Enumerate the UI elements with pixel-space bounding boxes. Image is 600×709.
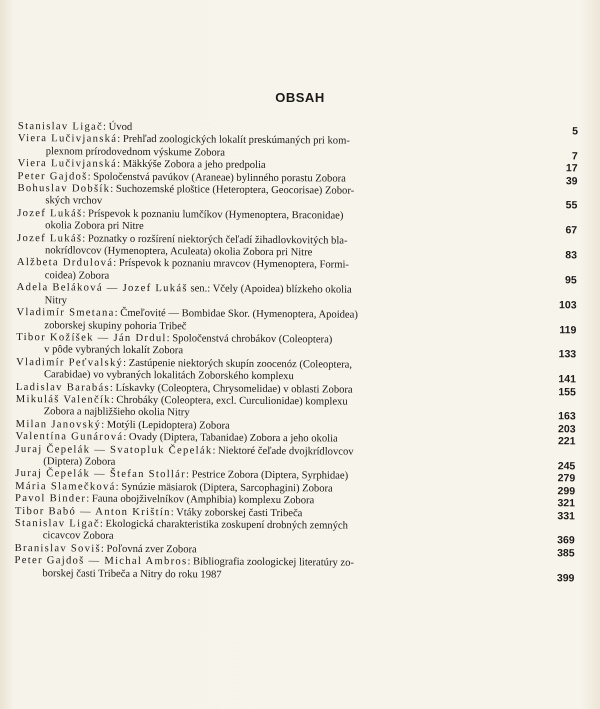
toc-entry-title-continued: borskej časti Tribeča a Nitry do roku 1987 bbox=[42, 567, 222, 581]
toc-entry-title: : Motýli (Lepidoptera) Zobora bbox=[101, 419, 230, 432]
toc-entry-title: : Mäkkýše Zobora a jeho predpolia bbox=[117, 158, 266, 172]
toc-entry-title-continued: plexnom prírodovednom výskume Zobora bbox=[45, 146, 225, 159]
toc-entry-page-number: 83 bbox=[565, 249, 578, 262]
toc-entry-title: : Zastúpenie niektorých skupín zoocenóz (Coleoptera, bbox=[123, 357, 353, 371]
toc-entry-title: : Ovady (Diptera, Tabanidae) Zobora a jeho okolia bbox=[123, 431, 338, 445]
toc-entry-page-number: 321 bbox=[557, 497, 576, 510]
toc-entry-author: Branislav Soviš bbox=[14, 542, 101, 555]
toc-entry-title-continued: Zobora a najbližšieho okolia Nitry bbox=[43, 406, 190, 419]
toc-entry-title-continued: (Diptera) Zobora bbox=[43, 456, 116, 468]
toc-entry-author: Ladislav Barabás bbox=[15, 381, 110, 394]
toc-entry-author: Jozef Lukáš bbox=[17, 232, 83, 245]
toc-entry-title: : Spoločenstvá chrobákov (Coleoptera) bbox=[166, 333, 333, 346]
toc-entry-author: Tibor Kožíšek — Ján Drdul bbox=[16, 331, 167, 345]
toc-entry-title: : Úvod bbox=[103, 121, 133, 133]
toc-entry-line bbox=[16, 357, 352, 371]
toc-entry-line bbox=[15, 493, 314, 506]
toc-entry-title: : Príspevok k poznaniu lumčíkov (Hymenoptera, Braconidae) bbox=[82, 208, 344, 222]
toc-entry-page-number: 141 bbox=[558, 373, 577, 386]
toc-entry-page-number: 245 bbox=[557, 460, 576, 473]
toc-entry-author: Vladimír Smetana bbox=[16, 307, 115, 319]
toc-entry-page-number: 155 bbox=[558, 385, 576, 398]
toc-entry-title-continued: ských vrchov bbox=[45, 195, 103, 208]
toc-entry-title: : Suchozemské ploštice (Heteroptera, Geocorisae) Zobor- bbox=[110, 183, 355, 197]
toc-entry-title: : Fauna obojživelníkov (Amphibia) komplexu Zobora bbox=[86, 493, 315, 507]
toc-entry-page-number: 369 bbox=[557, 534, 575, 547]
toc-entry-page-number: 203 bbox=[558, 423, 576, 436]
page-title: OBSAH bbox=[275, 90, 325, 105]
toc-entry-title: : Vtáky zoborskej časti Tribeča bbox=[170, 506, 303, 519]
toc-entry-page-number: 67 bbox=[565, 224, 578, 237]
toc-entry-page-number: 5 bbox=[572, 125, 578, 138]
toc-entry-page-number: 95 bbox=[565, 274, 577, 287]
toc-entry-line bbox=[17, 257, 349, 271]
toc-entry-author: Mária Slamečková bbox=[15, 480, 116, 493]
toc-entry-title: : Pestrice Zobora (Diptera, Syrphidae) bbox=[185, 469, 349, 482]
toc-entry-line bbox=[16, 419, 230, 432]
toc-entry-author: Alžbeta Drdulová bbox=[16, 257, 114, 270]
toc-entry-title: : Čmeľovité — Bombidae Skor. (Hymenoptera, Apoidea) bbox=[114, 307, 358, 321]
toc-entry-title-continued: nokrídlovcov (Hymenoptera, Aculeata) okolia Zobora pri Nitre bbox=[44, 245, 313, 259]
toc-entry-title: : Chrobáky (Coleoptera, excl. Curculionidae) komplexu bbox=[110, 394, 348, 408]
toc-entry-line bbox=[15, 444, 353, 458]
toc-entry-line bbox=[15, 468, 348, 482]
toc-entry-title: : Niektoré čeľade dvojkrídlovcov bbox=[212, 445, 354, 458]
toc-entry-page-number: 119 bbox=[559, 323, 577, 336]
toc-entry-title: : Príspevok k poznaniu mravcov (Hymenoptera, Formi- bbox=[113, 258, 349, 272]
toc-entry-author: Juraj Čepelák — Svatopluk Čepelák bbox=[15, 443, 213, 457]
toc-entry-line bbox=[15, 481, 333, 494]
toc-entry-title-continued: coidea) Zobora bbox=[44, 270, 110, 282]
toc-entry-line bbox=[16, 332, 332, 345]
toc-entry-page-number: 299 bbox=[557, 485, 576, 498]
toc-entry-author: Viera Lučivjanská bbox=[17, 133, 118, 146]
toc-entry-line bbox=[15, 431, 337, 445]
toc-entry-author: Pavol Binder bbox=[14, 493, 87, 505]
toc-entry-title: : Lískavky (Coleoptera, Chrysomelidae) v oblasti Zobora bbox=[109, 382, 353, 396]
toc-entry-page-number: 163 bbox=[558, 410, 576, 423]
toc-entry bbox=[14, 555, 574, 584]
toc-entry-page-number: 221 bbox=[557, 435, 576, 448]
toc-entry-line bbox=[17, 208, 343, 222]
toc-entry-author: Peter Gajdoš — Michal Ambros bbox=[14, 555, 188, 568]
toc-entry-line bbox=[18, 171, 346, 185]
toc-entry-title: : Spoločenstvá pavúkov (Araneae) bylinného porastu Zobora bbox=[87, 171, 346, 185]
table-of-contents bbox=[14, 121, 578, 584]
toc-entry-author: Milan Janovský bbox=[15, 418, 102, 431]
toc-entry-line bbox=[17, 282, 352, 296]
toc-entry-author: Adela Beláková — Jozef Lukáš bbox=[16, 282, 188, 295]
toc-entry-title: : Synúzie mäsiarok (Diptera, Sarcophagini) Zobora bbox=[115, 481, 333, 495]
toc-entry-author: Jozef Lukáš bbox=[17, 207, 83, 220]
toc-entry-title: : Poľovná zver Zobora bbox=[100, 543, 197, 556]
toc-entry-page-number: 331 bbox=[557, 509, 575, 522]
toc-entry-page-number: 103 bbox=[558, 298, 577, 312]
toc-entry-author: Bohuslav Dobšík bbox=[17, 183, 111, 195]
toc-entry-line bbox=[17, 233, 348, 247]
toc-entry-author: Stanislav Ligač bbox=[17, 121, 104, 133]
toc-entry-author: Juraj Čepelák — Štefan Stollár bbox=[15, 468, 187, 481]
toc-entry-page-number: 39 bbox=[565, 174, 578, 188]
toc-entry-author: Valentína Gunárová bbox=[15, 431, 124, 443]
toc-entry-line bbox=[15, 555, 355, 569]
toc-entry-page-number: 399 bbox=[556, 571, 575, 585]
toc-entry-page-number: 279 bbox=[557, 472, 576, 485]
toc-entry-title: : Ekologická charakteristika zoskupení drobných zemných bbox=[99, 518, 348, 532]
toc-entry-line bbox=[16, 394, 348, 408]
toc-entry-line bbox=[17, 183, 354, 197]
toc-entry-line bbox=[18, 133, 350, 147]
toc-entry-title-continued: okolia Zobora pri Nitre bbox=[45, 220, 144, 233]
toc-entry-title: : Prehľad zoologických lokalít preskúmaných pri kom- bbox=[117, 134, 350, 148]
toc-entry-author: Vladimír Peťvalský bbox=[16, 356, 124, 369]
toc-entry-author: Tibor Babó — Anton Krištín bbox=[14, 505, 171, 518]
toc-entry-title-continued: v pôde vybraných lokalít Zobora bbox=[44, 344, 184, 357]
toc-entry-page-number: 133 bbox=[558, 348, 577, 361]
toc-entry-title: : Poznatky o rozšírení niektorých čeľadí žihadlovkovitých bla- bbox=[82, 233, 348, 247]
toc-entry-title-continued: Carabidae) vo vybraných lokalitách Zoborského komplexu bbox=[43, 369, 294, 383]
toc-entry-author: Stanislav Ligač bbox=[14, 517, 100, 530]
toc-entry-page-number: 7 bbox=[571, 150, 578, 163]
toc-entry-author: Mikuláš Valenčík bbox=[15, 393, 111, 406]
toc-entry-title-continued: Nitry bbox=[44, 294, 68, 307]
toc-entry-line bbox=[18, 158, 266, 171]
toc-entry-page-number: 55 bbox=[565, 199, 578, 212]
toc-entry-line bbox=[15, 506, 303, 519]
toc-entry-line bbox=[16, 307, 357, 321]
toc-entry-page-number: 17 bbox=[565, 162, 578, 175]
toc-entry-author: Peter Gajdoš bbox=[17, 170, 88, 183]
toc-entry-title-continued: cicavcov Zobora bbox=[42, 530, 114, 543]
toc-entry-title: : Bibliografia zoologickej literatúry zo- bbox=[187, 556, 355, 569]
toc-entry-line bbox=[16, 382, 353, 396]
toc-entry-title-continued: zoborskej skupiny pohoria Tribeč bbox=[44, 319, 187, 332]
toc-entry-title: sen.: Včely (Apoidea) blízkeho okolia bbox=[187, 283, 352, 296]
toc-entry-page-number: 385 bbox=[557, 547, 575, 560]
toc-entry-line bbox=[15, 543, 197, 555]
toc-entry-line bbox=[18, 121, 132, 133]
toc-entry-author: Viera Lučivjanská bbox=[17, 158, 118, 170]
toc-entry-line bbox=[15, 518, 348, 532]
